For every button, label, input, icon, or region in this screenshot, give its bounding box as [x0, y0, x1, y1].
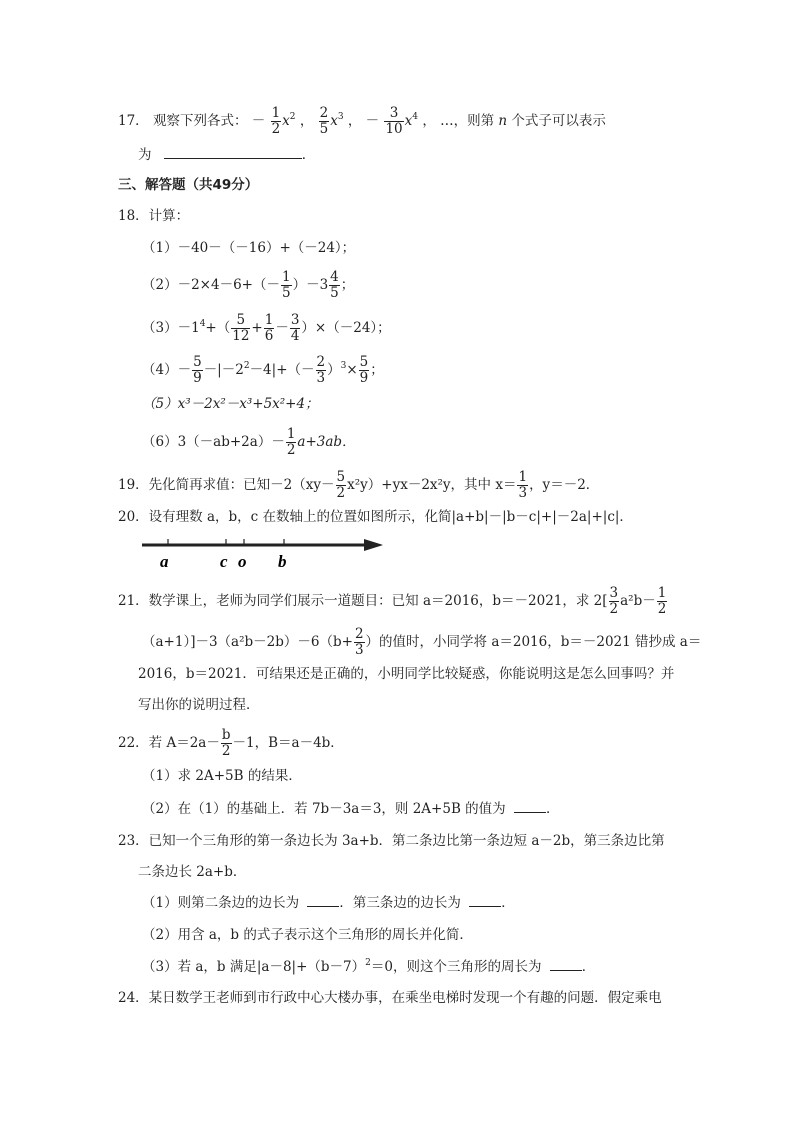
question-text: 观察下列各式：: [152, 113, 248, 129]
question-23-part1: （1）则第二条边的边长为 ．第三条边的边长为 ．: [142, 895, 515, 911]
question-18-part6: （6）3（－ab+2a）－ $\frac{1}{2}$ a+3ab．: [142, 426, 356, 458]
question-18-part5: （5）x³－2x²－x³+5x²+4；: [142, 396, 319, 412]
question-23-part2: （2）用含 a，b 的式子表示这个三角形的周长并化简．: [142, 927, 473, 943]
label-o: o: [238, 552, 247, 571]
question-22: 22．若 A＝2a－ $\frac{b}{2}$ －1，B＝a－4b．: [118, 727, 344, 759]
question-21-line4: 写出你的说明过程．: [138, 697, 260, 713]
question-21-line2: （a+1）]－3（a²b－2b）－6（b+ $\frac{2}{3}$ ）的值时，小同学将 a＝2016，b＝－2021 错抄成 a＝: [142, 626, 702, 658]
question-19: 19．先化简再求值：已知－2（xy－ $\frac{5}{2}$ x²y）+yx－2x²y，其中 x＝ $\frac{1}{3}$ ，y＝－2．: [118, 469, 600, 501]
variable: x: [330, 113, 338, 129]
section-heading: 三、解答题（共49分）: [118, 177, 259, 193]
question-18-part2: （2）－2×4－6+（－ $\frac{1}{5}$ ）－3 $\frac{4}{5}$ ；: [142, 269, 355, 301]
question-24-line1: 24．某日数学王老师到市行政中心大楼办事，在乘坐电梯时发现一个有趣的问题．假定乘电: [118, 990, 662, 1006]
question-18-part1: （1）－40－（－16）+（－24）；: [142, 240, 356, 256]
question-17-line1: [118, 106, 606, 137]
question-18-part3: $(3)-1^4+$（ $\frac{5}{12}$ + $\frac{1}{6}$ － $\frac{3}{4}$ ）×（－24）；: [142, 312, 391, 344]
exponent: 4: [412, 112, 419, 122]
question-text: 个式子可以表示: [511, 113, 606, 129]
minus-sign: －: [251, 113, 266, 129]
label-b: b: [278, 552, 287, 571]
fraction: $\frac{2}{5}$: [319, 105, 329, 137]
comma: ，: [422, 113, 436, 129]
period: ．: [301, 147, 316, 163]
question-22-part2: （2）在（1）的基础上．若 7b－3a＝3，则 2A+5B 的值为 ．: [142, 801, 560, 817]
label-a: a: [160, 552, 169, 571]
question-18-part4: （4）－ $\frac{5}{9}$ $-|-2^2-4|+(-$ $\frac{2}{3}$ ）$^3$× $\frac{5}{9}$ ；: [142, 354, 384, 386]
question-23-part3: （3）若 a，b 满足$|a-8|+(b-7)^2=0$，则这个三角形的周长为 ．: [142, 958, 596, 975]
question-18-head: 18．计算：: [118, 208, 190, 224]
question-text: …，则第: [440, 113, 495, 129]
comma: ，: [347, 113, 362, 129]
question-17-line2: [138, 146, 315, 164]
answer-blank[interactable]: [514, 800, 546, 813]
question-number: 17．: [118, 113, 149, 129]
arrow-head-icon: [364, 539, 383, 551]
question-22-part1: （1）求 2A+5B 的结果．: [142, 768, 302, 784]
comma: ，: [299, 113, 314, 129]
label-c: c: [220, 552, 228, 571]
variable: n: [498, 113, 508, 129]
question-20: 20．设有理数 a，b，c 在数轴上的位置如图所示，化简|a+b|－|b－c|+|－2a|+|c|．: [118, 509, 633, 525]
question-21-line1: 21．数学课上，老师为同学们展示一道题目：已知 a＝2016，b＝－2021，求 2[ $\frac{3}{2}$ a²b－ $\frac{1}{2}$: [118, 585, 667, 617]
variable: x: [404, 113, 413, 129]
answer-blank[interactable]: [164, 146, 302, 159]
question-23-line2: 二条边长 2a+b．: [138, 864, 247, 880]
number-line-figure: [138, 533, 398, 573]
variable: x: [282, 113, 290, 129]
question-23-line1: 23．已知一个三角形的第一条边长为 3a+b．第二条边比第一条边短 a－2b，第三条边比第: [118, 833, 665, 849]
fraction: $\frac{1}{2}$: [271, 105, 281, 137]
question-21-line3: 2016，b＝2021．可结果还是正确的，小明同学比较疑惑，你能说明这是怎么回事吗？并: [138, 666, 675, 682]
answer-blank[interactable]: [469, 894, 501, 907]
answer-blank[interactable]: [307, 894, 339, 907]
question-text: 为: [138, 147, 152, 163]
fraction: $\frac{3}{10}$: [385, 105, 403, 137]
minus-sign: －: [365, 113, 380, 129]
exponent: 2: [289, 112, 296, 122]
answer-blank[interactable]: [550, 958, 582, 971]
exponent: 3: [337, 112, 344, 122]
